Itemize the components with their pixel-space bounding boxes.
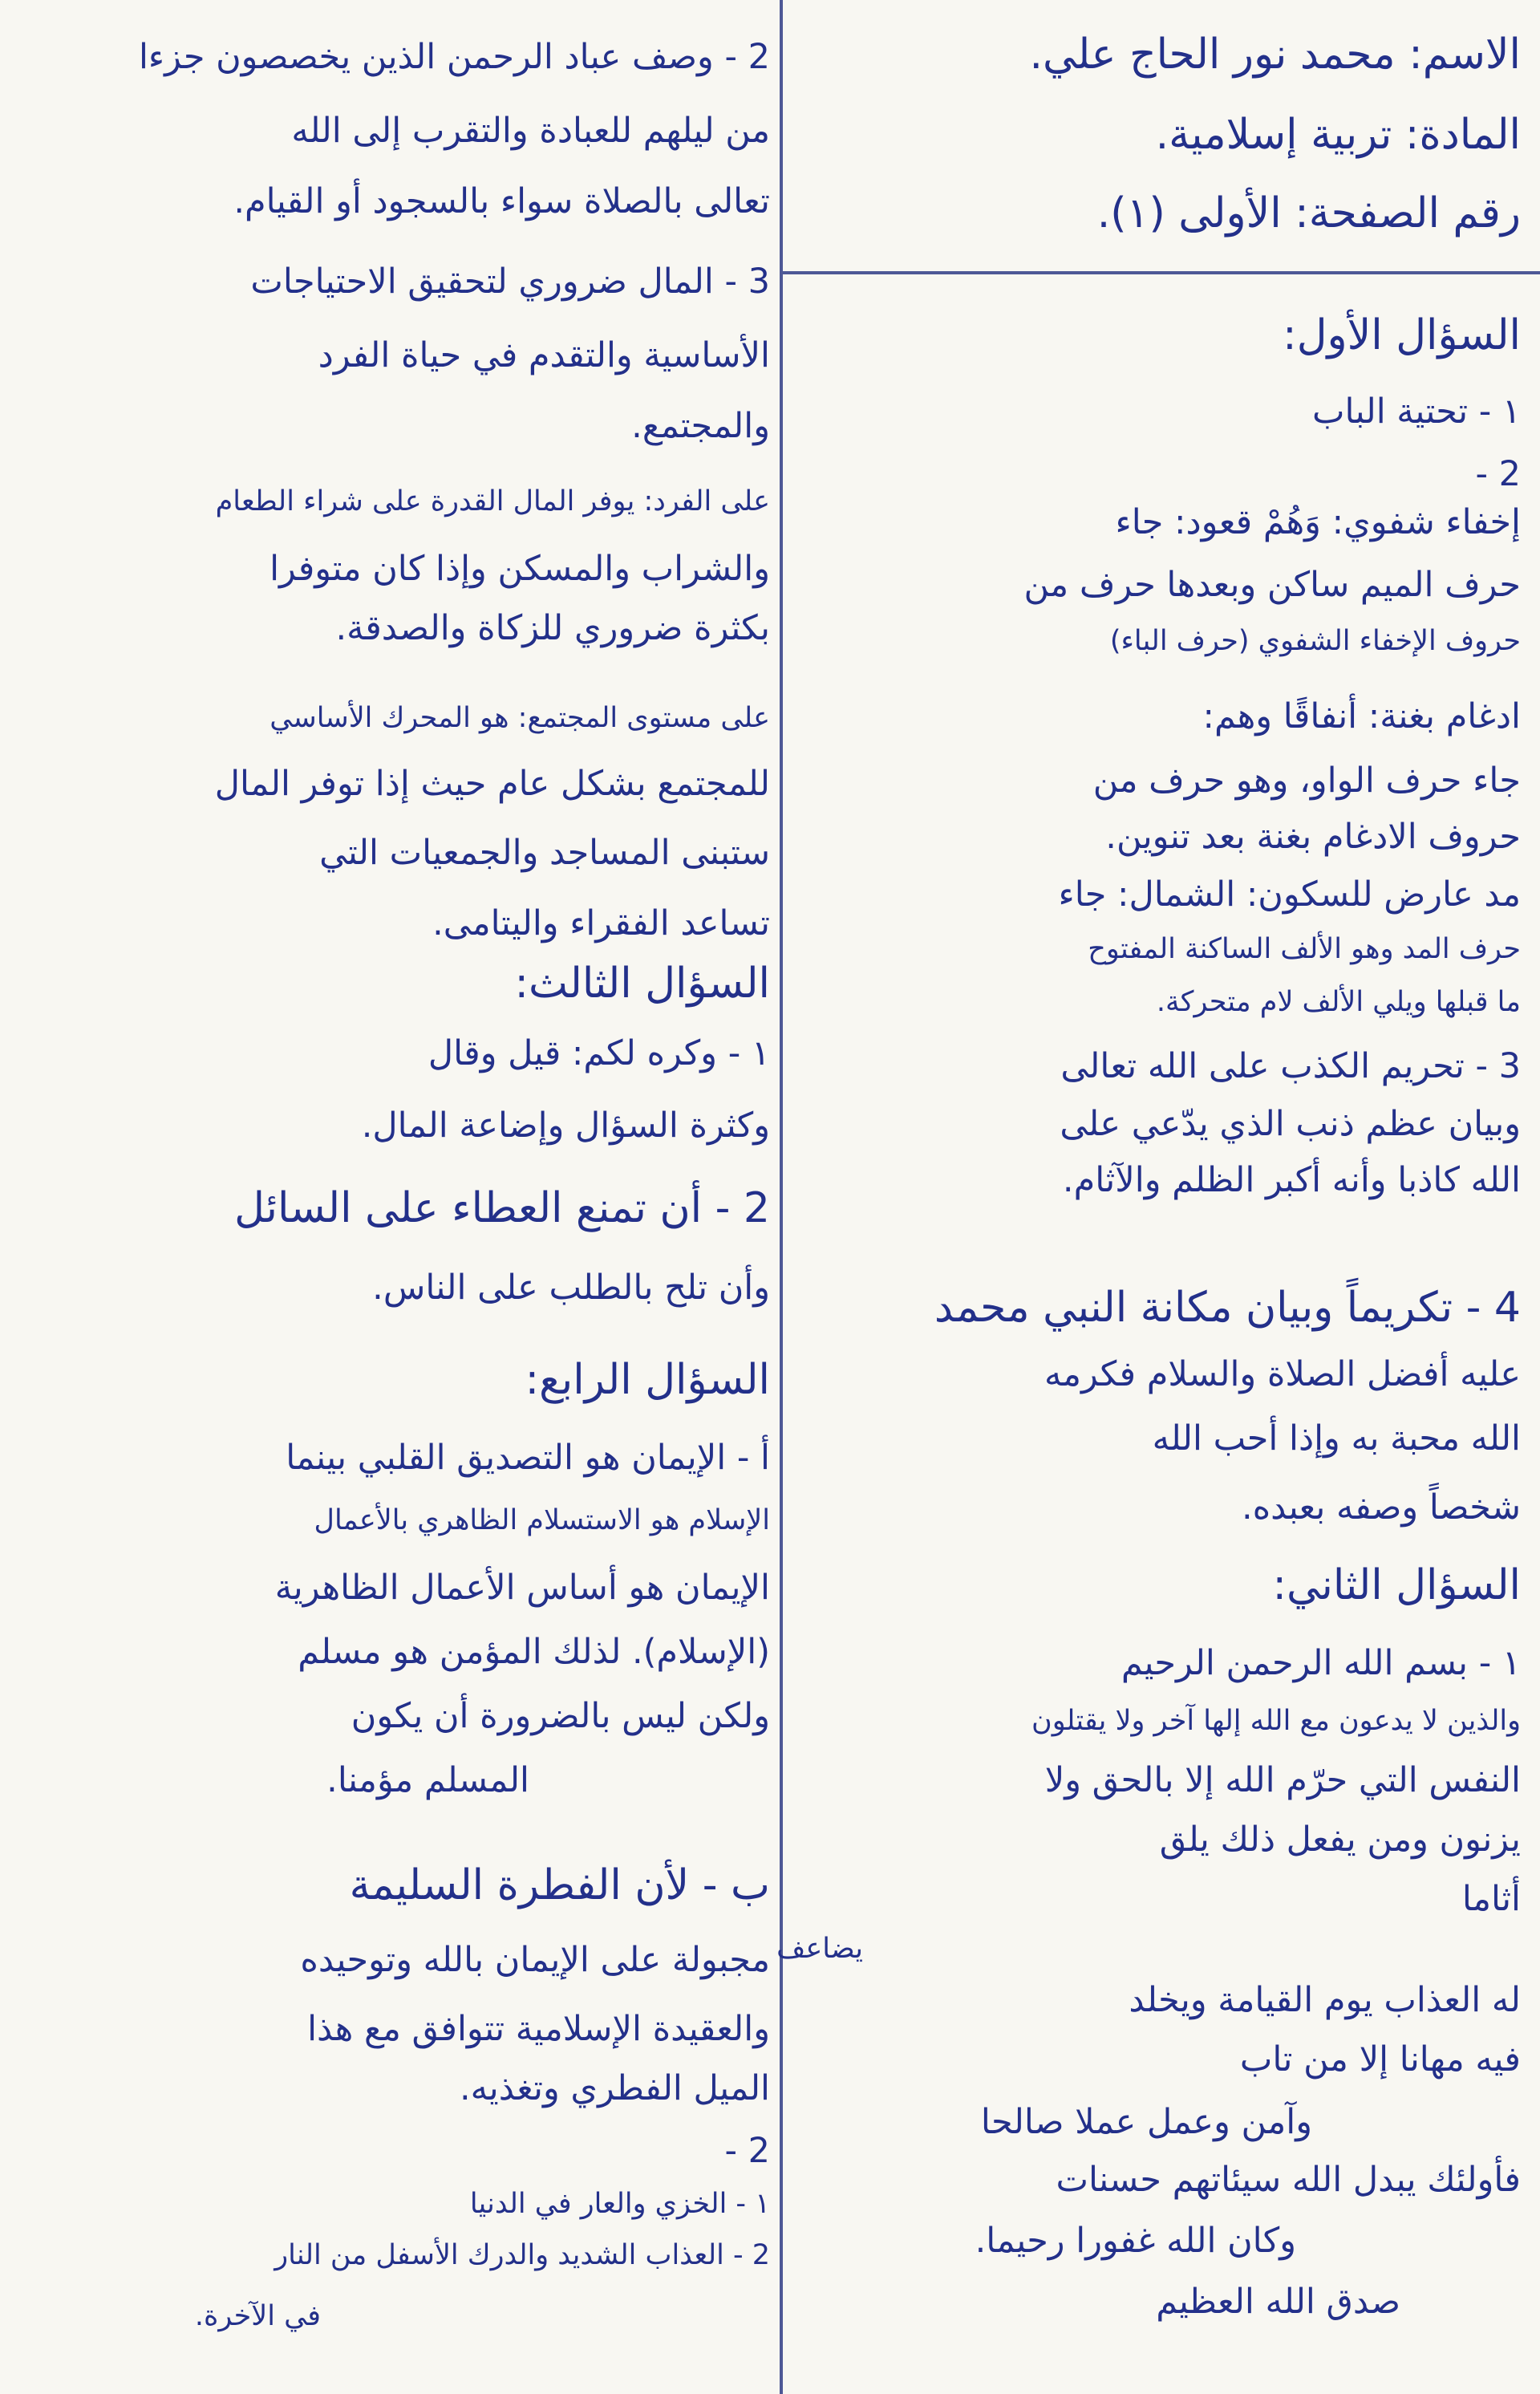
answer-line: ولكن ليس بالضرورة أن يكون bbox=[351, 1696, 770, 1736]
answer-line: فأولئك يبدل الله سيئاتهم حسنات bbox=[1056, 2160, 1521, 2200]
answer-line: والشراب والمسكن وإذا كان متوفرا bbox=[270, 549, 770, 589]
answer-line: ستبنى المساجد والجمعيات التي bbox=[319, 833, 770, 873]
answer-line: حرف المد وهو الألف الساكنة المفتوح bbox=[1088, 933, 1521, 965]
answer-line: مجبولة على الإيمان بالله وتوحيده bbox=[300, 1940, 770, 1980]
question-heading: السؤال الرابع: bbox=[525, 1356, 770, 1404]
answer-line: إخفاء شفوي: وَهُمْ قعود: جاء bbox=[1115, 502, 1521, 542]
answer-line: وبيان عظم ذنب الذي يدّعي على bbox=[1060, 1104, 1521, 1144]
answer-line: من ليلهم للعبادة والتقرب إلى الله bbox=[291, 111, 770, 151]
answer-line: (الإسلام). لذلك المؤمن هو مسلم bbox=[298, 1632, 770, 1672]
answer-line: 2 - bbox=[1475, 454, 1521, 494]
answer-line: 2 - أن تمنع العطاء على السائل bbox=[234, 1184, 770, 1232]
answer-line: حرف الميم ساكن وبعدها حرف من bbox=[1023, 565, 1521, 605]
answer-line: له العذاب يوم القيامة ويخلد bbox=[1129, 1980, 1521, 2020]
closing-phrase: صدق الله العظيم bbox=[1156, 2282, 1400, 2322]
answer-line: الإسلام هو الاستسلام الظاهري بالأعمال bbox=[314, 1504, 770, 1536]
question-heading: السؤال الثاني: bbox=[1272, 1561, 1521, 1609]
answer-line: تعالى بالصلاة سواء بالسجود أو القيام. bbox=[233, 181, 770, 221]
student-name: الاسم: محمد نور الحاج علي. bbox=[1029, 30, 1521, 79]
answer-line: ادغام بغنة: أنفاقًا وهم: bbox=[1202, 696, 1521, 736]
subject-label: المادة: تربية إسلامية. bbox=[1155, 111, 1521, 159]
answer-line: ب - لأن الفطرة السليمة bbox=[349, 1861, 770, 1909]
answer-line: وكان الله غفورا رحيما. bbox=[975, 2221, 1296, 2261]
answer-line: والمجتمع. bbox=[631, 406, 770, 446]
answer-line: في الآخرة. bbox=[194, 2300, 321, 2332]
answer-line: ١ - الخزي والعار في الدنيا bbox=[469, 2188, 770, 2220]
answer-line: الأساسية والتقدم في حياة الفرد bbox=[318, 335, 770, 375]
answer-line: على الفرد: يوفر المال القدرة على شراء الطعام bbox=[215, 485, 770, 517]
answer-line: ١ - بسم الله الرحمن الرحيم bbox=[1121, 1643, 1521, 1683]
answer-line: والعقيدة الإسلامية تتوافق مع هذا bbox=[307, 2009, 770, 2049]
answer-line: أ - الإيمان هو التصديق القلبي بينما bbox=[286, 1438, 770, 1478]
answer-line: على مستوى المجتمع: هو المحرك الأساسي bbox=[270, 702, 770, 734]
answer-line: مد عارض للسكون: الشمال: جاء bbox=[1058, 874, 1521, 915]
answer-line: ١ - وكره لكم: قيل وقال bbox=[428, 1033, 770, 1073]
question-heading: السؤال الثالث: bbox=[514, 960, 770, 1008]
column-divider bbox=[780, 0, 783, 2394]
page-number: رقم الصفحة: الأولى (١). bbox=[1096, 189, 1521, 237]
answer-line: يضاعف bbox=[776, 1933, 863, 1965]
answer-line: 2 - العذاب الشديد والدرك الأسفل من النار bbox=[274, 2239, 770, 2271]
answer-line: وأن تلح بالطلب على الناس. bbox=[372, 1268, 770, 1308]
question-heading: السؤال الأول: bbox=[1283, 311, 1521, 359]
answer-line: والذين لا يدعون مع الله إلها آخر ولا يقتلون bbox=[1031, 1705, 1521, 1737]
answer-line: عليه أفضل الصلاة والسلام فكرمه bbox=[1044, 1354, 1521, 1394]
answer-line: ١ - تحتية الباب bbox=[1312, 392, 1521, 432]
answer-line: وكثرة السؤال وإضاعة المال. bbox=[361, 1106, 770, 1146]
answer-line: 4 - تكريماً وبيان مكانة النبي محمد bbox=[934, 1284, 1521, 1332]
answer-line: 2 - bbox=[724, 2131, 770, 2171]
answer-line: 2 - وصف عباد الرحمن الذين يخصصون جزءا bbox=[138, 37, 770, 77]
answer-line: يزنون ومن يفعل ذلك يلق bbox=[1159, 1820, 1521, 1860]
answer-line: 3 - المال ضروري لتحقيق الاحتياجات bbox=[250, 262, 770, 302]
answer-line: الإيمان هو أساس الأعمال الظاهرية bbox=[274, 1568, 770, 1608]
answer-line: حروف الإخفاء الشفوي (حرف الباء) bbox=[1109, 625, 1521, 657]
answer-line: 3 - تحريم الكذب على الله تعالى bbox=[1060, 1046, 1521, 1086]
answer-line: المسلم مؤمنا. bbox=[326, 1760, 529, 1800]
answer-line: تساعد الفقراء واليتامى. bbox=[432, 903, 770, 943]
answer-line: الميل الفطري وتغذيه. bbox=[460, 2068, 770, 2108]
answer-line: الله كاذبا وأنه أكبر الظلم والآثام. bbox=[1062, 1160, 1521, 1200]
answer-line: جاء حرف الواو، وهو حرف من bbox=[1092, 761, 1521, 801]
answer-line: أثاما bbox=[1461, 1879, 1521, 1919]
left-column bbox=[10, 0, 770, 2394]
answer-line: الله محبة به وإذا أحب الله bbox=[1152, 1418, 1521, 1459]
answer-line: للمجتمع بشكل عام حيث إذا توفر المال bbox=[214, 764, 770, 804]
answer-line: شخصاً وصفه بعبده. bbox=[1241, 1487, 1521, 1528]
answer-line: ما قبلها ويلي الألف لام متحركة. bbox=[1156, 986, 1521, 1018]
right-column bbox=[776, 0, 1521, 2394]
answer-line: وآمن وعمل عملا صالحا bbox=[980, 2102, 1312, 2142]
answer-line: فيه مهانا إلا من تاب bbox=[1239, 2039, 1521, 2080]
answer-line: النفس التي حرّم الله إلا بالحق ولا bbox=[1044, 1760, 1521, 1800]
answer-line: حروف الادغام بغنة بعد تنوين. bbox=[1105, 817, 1521, 857]
answer-line: بكثرة ضروري للزكاة والصدقة. bbox=[335, 608, 770, 648]
